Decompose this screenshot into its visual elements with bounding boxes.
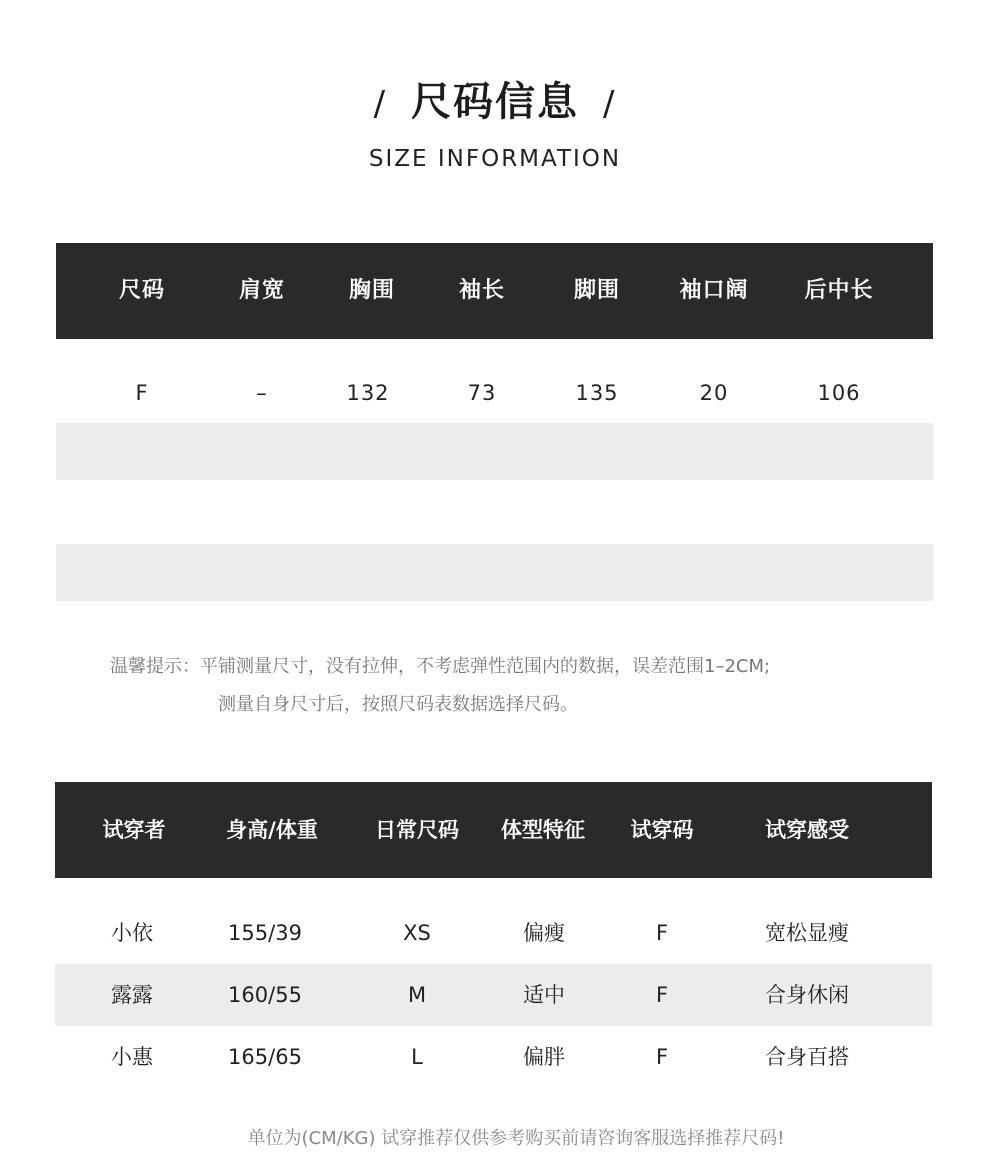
fit-header-usual-size: 日常尺码 xyxy=(375,818,459,842)
fit-cell: 合身百搭 xyxy=(765,1045,849,1069)
fit-cell: 小惠 xyxy=(111,1045,153,1069)
fit-cell: 宽松显瘦 xyxy=(765,921,849,945)
fit-cell: 偏瘦 xyxy=(523,921,565,945)
table-row xyxy=(56,339,933,423)
table-row xyxy=(55,964,932,1026)
fit-cell: L xyxy=(411,1045,423,1069)
size-table xyxy=(56,243,933,601)
size-cell: 20 xyxy=(699,381,729,405)
empty-row xyxy=(56,423,933,480)
fit-cell: F xyxy=(655,921,669,945)
spacer xyxy=(55,878,932,902)
fit-header-body-type: 体型特征 xyxy=(501,818,585,842)
size-cell: 73 xyxy=(467,381,497,405)
fit-cell: 露露 xyxy=(111,983,153,1007)
title-text: 尺码信息 xyxy=(411,79,579,125)
table-row xyxy=(55,1026,932,1088)
fit-table xyxy=(55,782,932,1088)
size-header-size: 尺码 xyxy=(118,278,165,303)
size-header-cuff: 袖口阔 xyxy=(679,278,749,303)
size-cell: – xyxy=(256,381,268,405)
fit-cell: 165/65 xyxy=(228,1045,302,1069)
size-cell: F xyxy=(135,381,149,405)
size-header-hem: 脚围 xyxy=(573,278,620,303)
size-header-sleeve: 袖长 xyxy=(458,278,505,303)
fit-cell: M xyxy=(407,983,427,1007)
fit-cell: 160/55 xyxy=(228,983,302,1007)
size-cell: 106 xyxy=(817,381,861,405)
empty-row xyxy=(56,544,933,601)
title-slash-right: / xyxy=(602,84,617,124)
size-note xyxy=(110,648,910,724)
size-header-chest: 胸围 xyxy=(348,278,395,303)
fit-cell: 合身休闲 xyxy=(765,983,849,1007)
fit-cell: 偏胖 xyxy=(523,1045,565,1069)
size-header-length: 后中长 xyxy=(804,278,874,303)
size-cell: 135 xyxy=(575,381,619,405)
fit-header-feeling: 试穿感受 xyxy=(765,818,849,842)
size-header-shoulder: 肩宽 xyxy=(238,278,285,303)
fit-cell: 小依 xyxy=(111,921,153,945)
page-title xyxy=(0,72,990,134)
empty-row xyxy=(56,480,933,544)
fit-cell: F xyxy=(655,1045,669,1069)
title-slash-left: / xyxy=(373,84,388,124)
page-subtitle: SIZE INFORMATION xyxy=(368,146,622,172)
note-line-1: 温馨提示：平铺测量尺寸，没有拉伸，不考虑弹性范围内的数据，误差范围1–2CM; xyxy=(110,656,771,677)
table-row xyxy=(55,902,932,964)
fit-header-height-weight: 身高/体重 xyxy=(226,818,318,842)
footer-disclaimer: 单位为(CM/KG) 试穿推荐仅供参考购买前请咨询客服选择推荐尺码! xyxy=(247,1128,785,1149)
size-cell: 132 xyxy=(346,381,390,405)
fit-table-header xyxy=(55,782,932,878)
fit-header-tester: 试穿者 xyxy=(102,818,166,842)
fit-cell: 适中 xyxy=(523,983,565,1007)
fit-cell: 155/39 xyxy=(228,921,302,945)
fit-header-tried-size: 试穿码 xyxy=(630,818,694,842)
fit-cell: F xyxy=(655,983,669,1007)
size-table-header xyxy=(56,243,933,339)
note-line-2: 测量自身尺寸后，按照尺码表数据选择尺码。 xyxy=(218,694,578,715)
fit-cell: XS xyxy=(403,921,431,945)
